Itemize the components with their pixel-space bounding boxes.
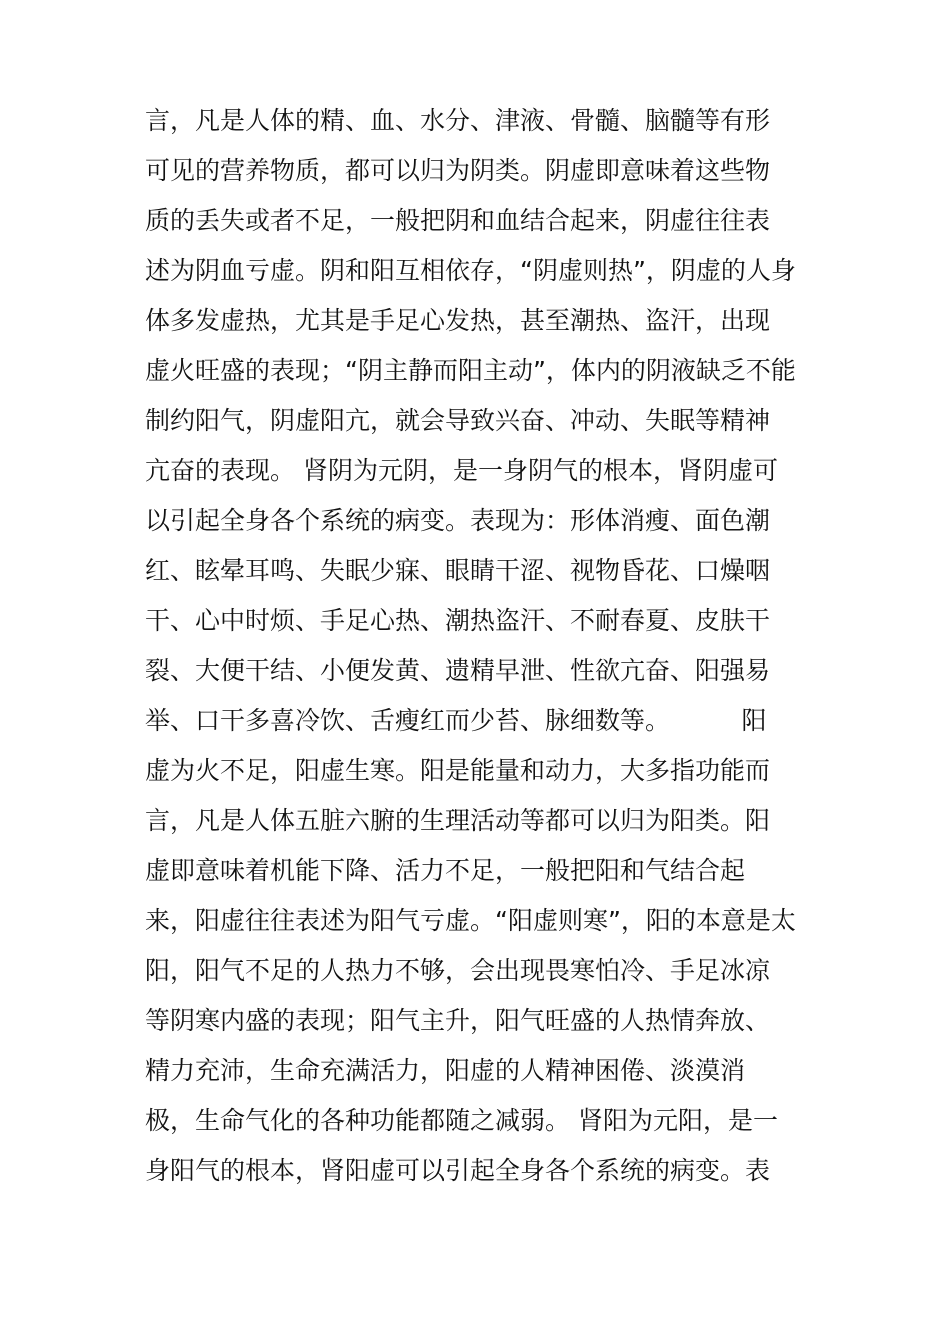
text-line: 虚即意味着机能下降、活力不足，一般把阳和气结合起 (145, 856, 746, 885)
text-line: 质的丢失或者不足，一般把阴和血结合起来，阴虚往往表 (145, 206, 771, 235)
text-line: 以引起全身各个系统的病变。表现为：形体消瘦、面色潮 (145, 506, 771, 535)
text-line: 虚为火不足，阳虚生寒。阳是能量和动力，大多指功能而 (145, 756, 771, 785)
text-line: 裂、大便干结、小便发黄、遗精早泄、性欲亢奋、阳强易 (145, 656, 771, 685)
text-line: 干、心中时烦、手足心热、潮热盗汗、不耐春夏、皮肤干 (145, 606, 771, 635)
text-line: 体多发虚热，尤其是手足心发热，甚至潮热、盗汗，出现 (145, 306, 771, 335)
text-line: 身阳气的根本，肾阳虚可以引起全身各个系统的病变。表 (145, 1156, 771, 1185)
text-line: 制约阳气，阴虚阳亢，就会导致兴奋、冲动、失眠等精神 (145, 406, 771, 435)
text-line: 虚火旺盛的表现；“阴主静而阳主动”，体内的阴液缺乏不能 (145, 356, 796, 385)
text-line: 精力充沛，生命充满活力，阳虚的人精神困倦、淡漠消 (145, 1056, 746, 1085)
text-line: 等阴寒内盛的表现；阳气主升，阳气旺盛的人热情奔放、 (145, 1006, 771, 1035)
text-line: 述为阴血亏虚。阴和阳互相依存，“阴虚则热”，阴虚的人身 (145, 256, 796, 285)
text-line: 亢奋的表现。 肾阴为元阴，是一身阴气的根本，肾阴虚可 (145, 456, 778, 485)
body-text (145, 96, 805, 1196)
text-line: 言，凡是人体的精、血、水分、津液、骨髓、脑髓等有形 (145, 106, 771, 135)
text-line: 极，生命气化的各种功能都随之减弱。 肾阳为元阳，是一 (145, 1106, 778, 1135)
text-line: 来，阳虚往往表述为阳气亏虚。“阳虚则寒”，阳的本意是太 (145, 906, 796, 935)
text-line: 言，凡是人体五脏六腑的生理活动等都可以归为阳类。阳 (145, 806, 771, 835)
text-line: 可见的营养物质，都可以归为阴类。阴虚即意味着这些物 (145, 156, 771, 185)
text-line: 红、眩晕耳鸣、失眠少寐、眼睛干涩、视物昏花、口燥咽 (145, 556, 771, 585)
text-line: 举、口干多喜冷饮、舌瘦红而少苔、脉细数等。 阳 (145, 706, 767, 735)
text-line: 阳，阳气不足的人热力不够，会出现畏寒怕冷、手足冰凉 (145, 956, 771, 985)
